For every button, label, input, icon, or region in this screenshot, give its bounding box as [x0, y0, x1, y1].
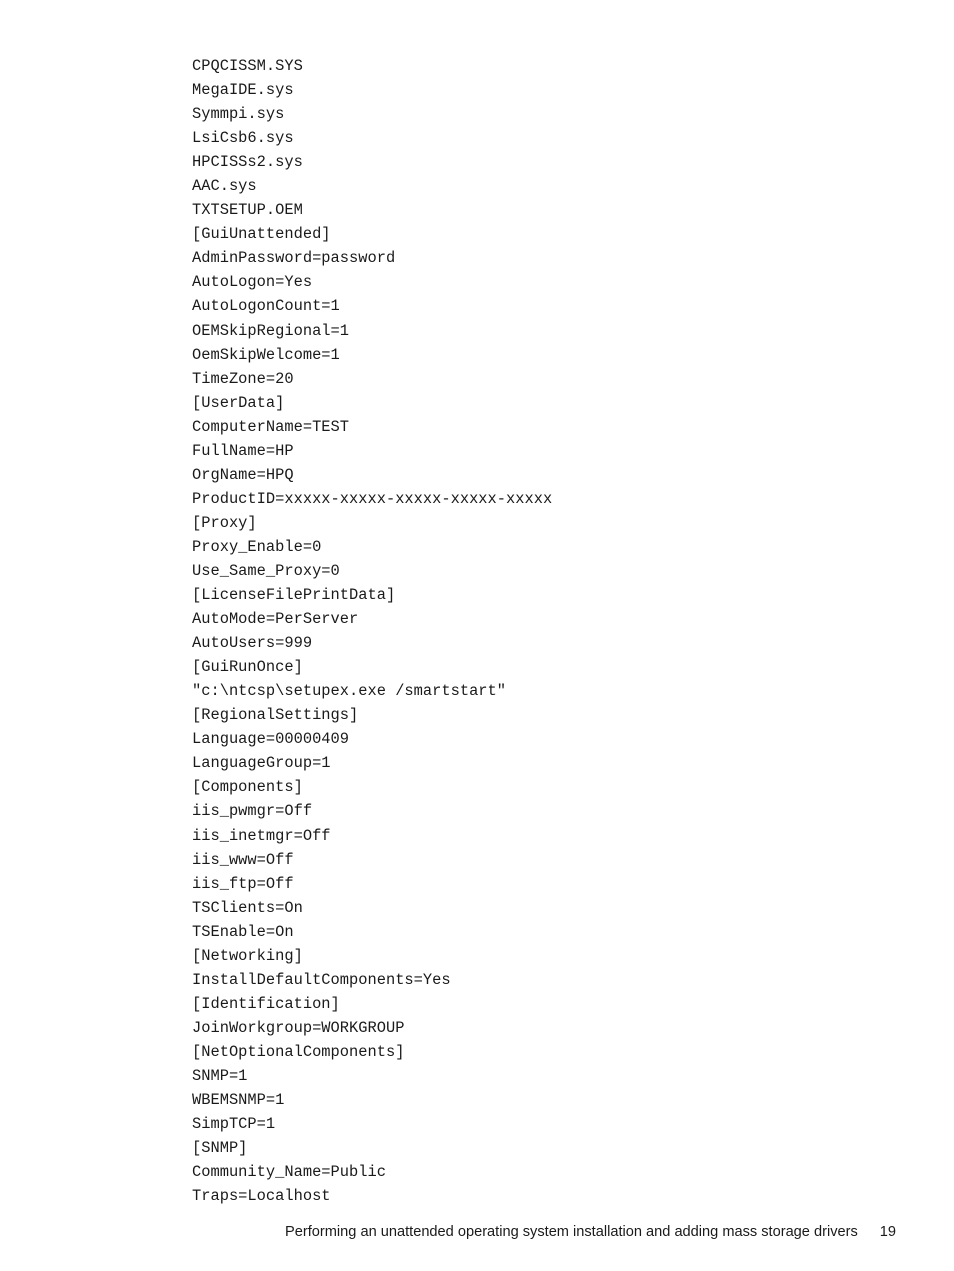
code-line: [Networking] [192, 946, 303, 965]
code-line: [Proxy] [192, 513, 257, 532]
code-line: AutoMode=PerServer [192, 610, 359, 629]
code-line: iis_ftp=Off [192, 874, 294, 893]
code-line: TimeZone=20 [192, 369, 294, 388]
code-line: AdminPassword=password [192, 249, 396, 268]
code-line: Traps=Localhost [192, 1187, 331, 1206]
code-line: [NetOptionalComponents] [192, 1042, 405, 1061]
code-line: ProductID=xxxxx-xxxxx-xxxxx-xxxxx-xxxxx [192, 489, 553, 508]
page-footer [285, 1221, 896, 1243]
code-line: iis_www=Off [192, 850, 294, 869]
code-line: SimpTCP=1 [192, 1115, 276, 1134]
code-line: [UserData] [192, 393, 285, 412]
code-line: OrgName=HPQ [192, 465, 294, 484]
footer-chapter-title: Performing an unattended operating system installation and adding mass storage drivers [285, 1224, 858, 1240]
code-line: InstallDefaultComponents=Yes [192, 970, 451, 989]
code-line: TSClients=On [192, 898, 303, 917]
unattend-file-listing [192, 54, 552, 1208]
code-line: [RegionalSettings] [192, 706, 359, 725]
code-line: LsiCsb6.sys [192, 129, 294, 148]
code-line: Proxy_Enable=0 [192, 537, 322, 556]
code-line: Symmpi.sys [192, 105, 285, 124]
code-line: HPCISSs2.sys [192, 153, 303, 172]
code-line: [Components] [192, 778, 303, 797]
code-line: AutoLogon=Yes [192, 273, 313, 292]
code-line: OemSkipWelcome=1 [192, 345, 340, 364]
code-line: JoinWorkgroup=WORKGROUP [192, 1018, 405, 1037]
code-line: WBEMSNMP=1 [192, 1091, 285, 1110]
code-line: AAC.sys [192, 177, 257, 196]
code-line: FullName=HP [192, 441, 294, 460]
code-line: AutoUsers=999 [192, 634, 313, 653]
code-line: iis_pwmgr=Off [192, 802, 313, 821]
code-line: OEMSkipRegional=1 [192, 321, 350, 340]
code-line: Community_Name=Public [192, 1163, 386, 1182]
code-line: ComputerName=TEST [192, 417, 350, 436]
code-line: [LicenseFilePrintData] [192, 586, 396, 605]
code-line: TSEnable=On [192, 922, 294, 941]
page-number: 19 [879, 1224, 896, 1240]
code-line: [GuiUnattended] [192, 225, 331, 244]
code-line: TXTSETUP.OEM [192, 201, 303, 220]
code-line: SNMP=1 [192, 1066, 248, 1085]
code-line: iis_inetmgr=Off [192, 826, 331, 845]
code-line: "c:\ntcsp\setupex.exe /smartstart" [192, 682, 507, 701]
code-line: Language=00000409 [192, 730, 350, 749]
code-line: [Identification] [192, 994, 340, 1013]
code-line: [GuiRunOnce] [192, 658, 303, 677]
code-line: [SNMP] [192, 1139, 248, 1158]
code-line: Use_Same_Proxy=0 [192, 561, 340, 580]
code-line: AutoLogonCount=1 [192, 297, 340, 316]
code-line: LanguageGroup=1 [192, 754, 331, 773]
code-line: CPQCISSM.SYS [192, 57, 303, 75]
code-line: MegaIDE.sys [192, 81, 294, 100]
